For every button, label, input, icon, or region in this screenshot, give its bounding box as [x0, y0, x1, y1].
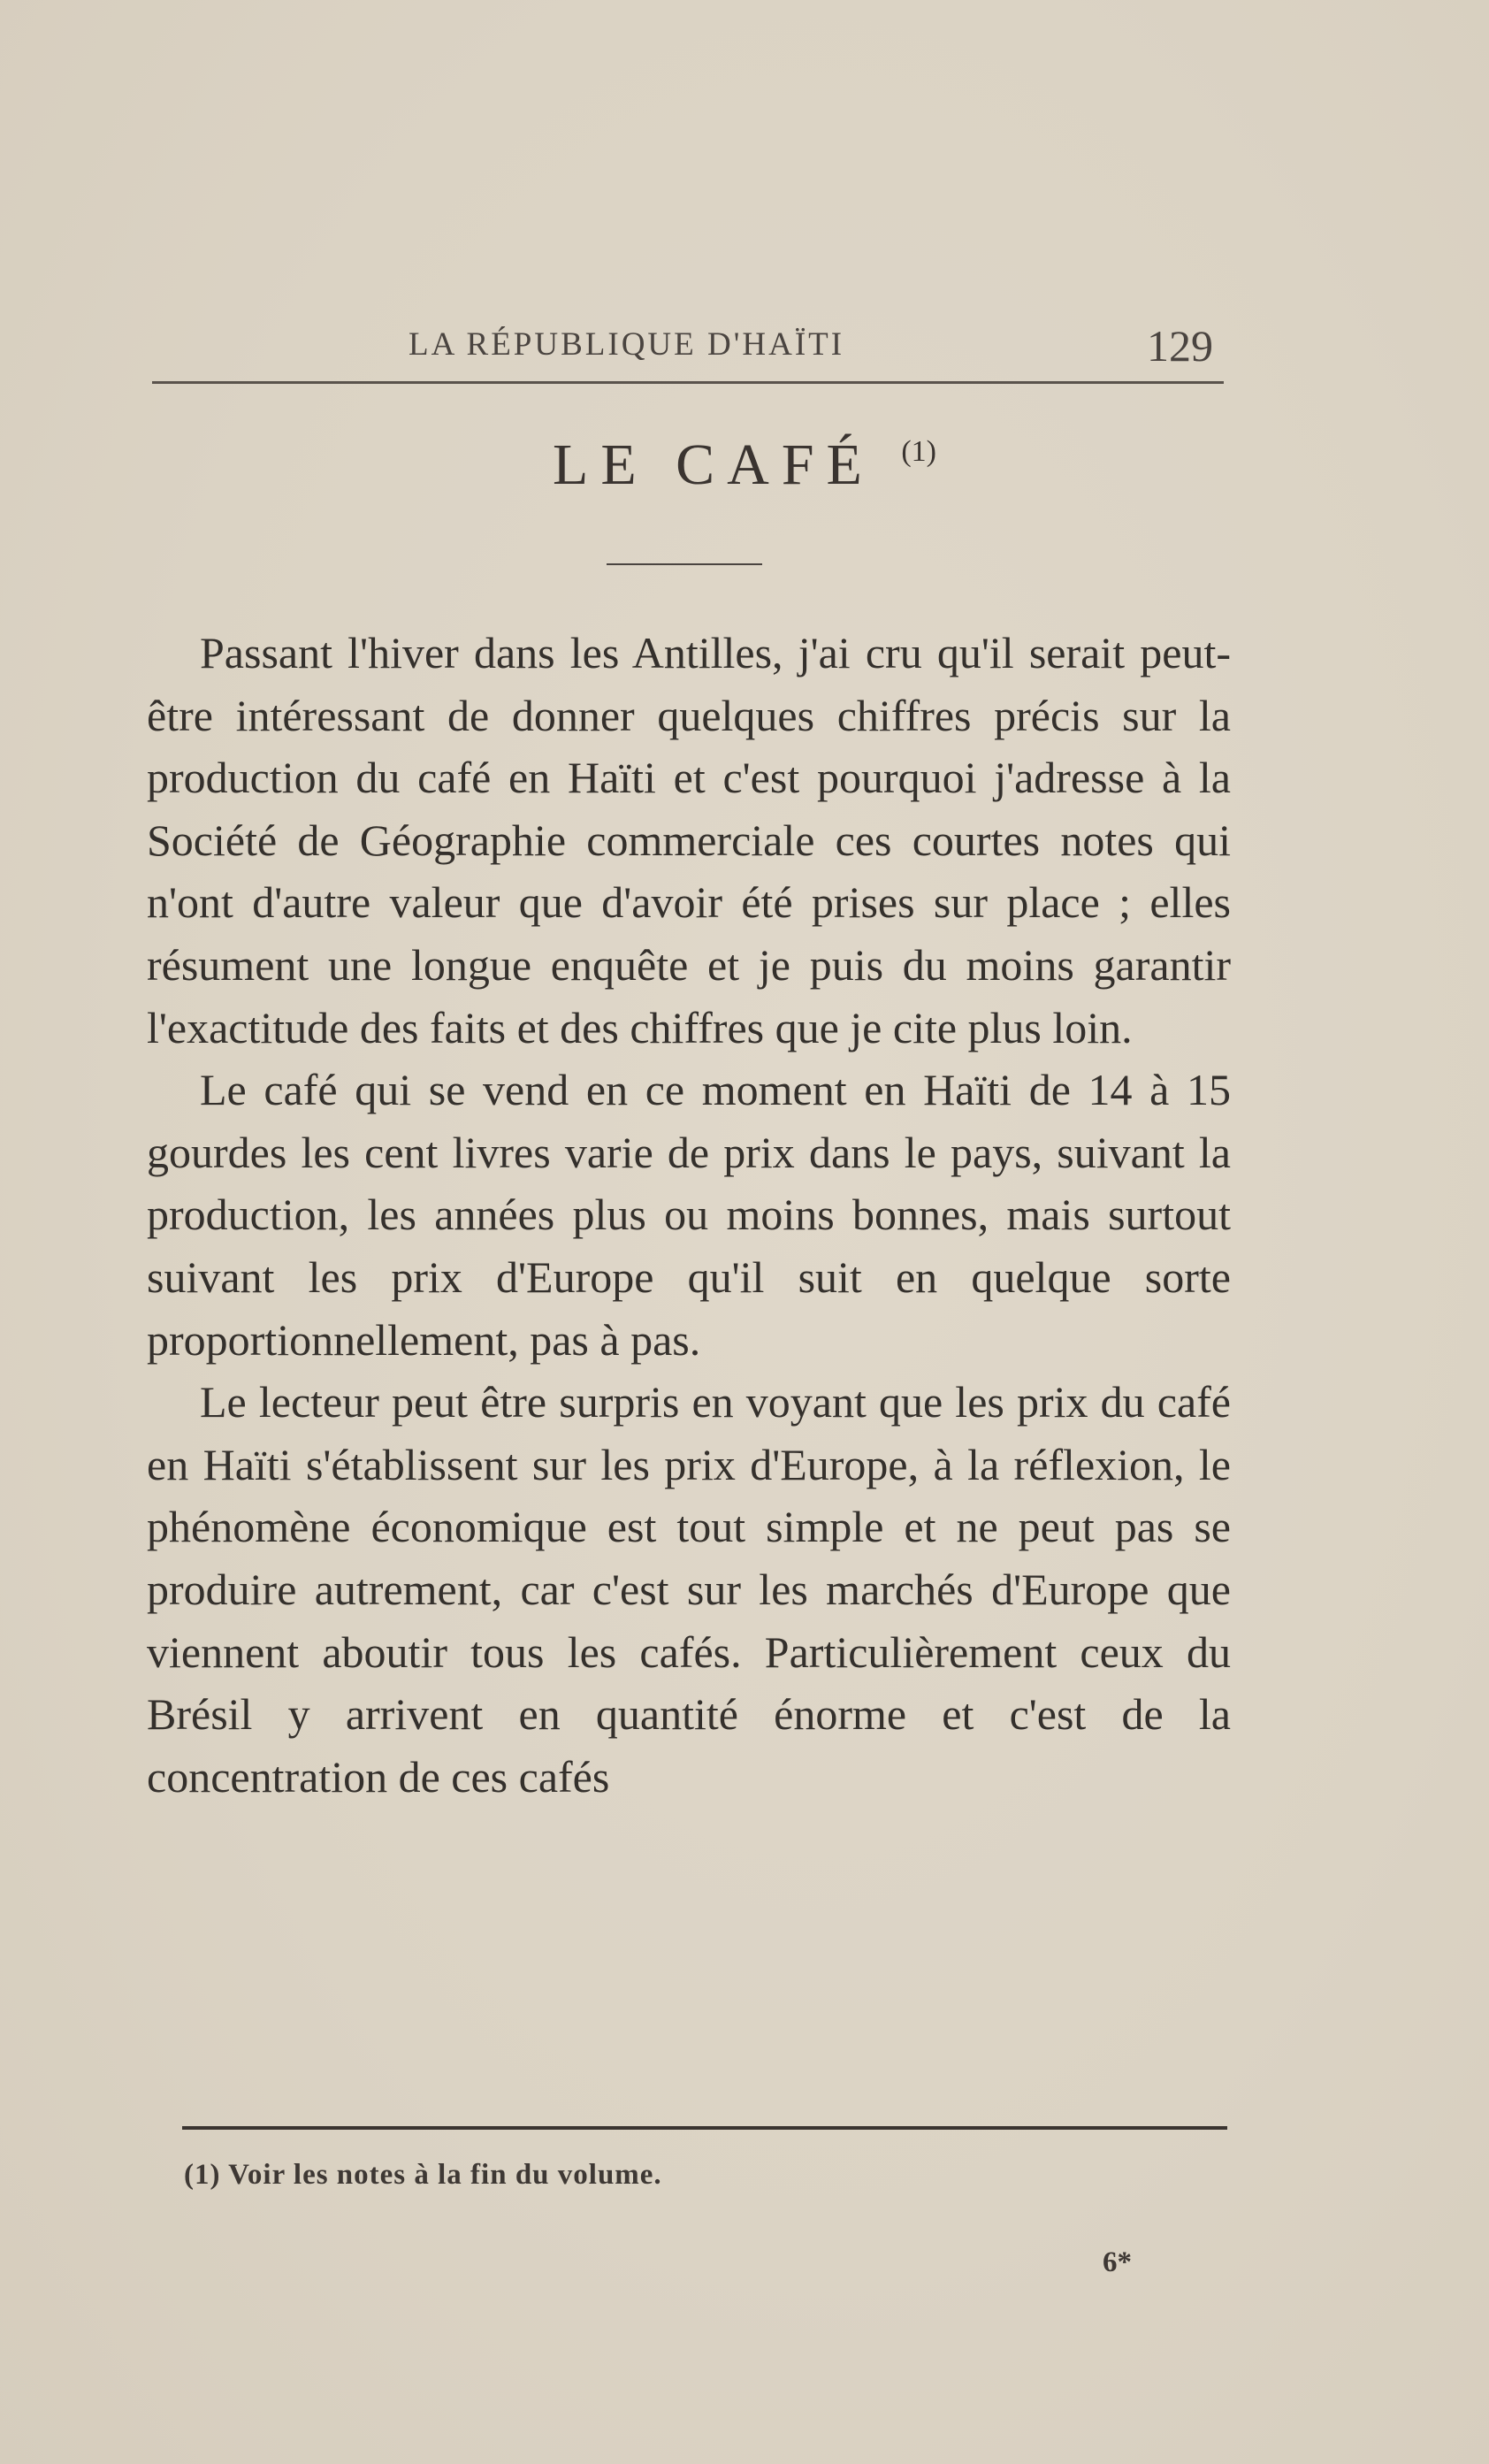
running-title: LA RÉPUBLIQUE D'HAÏTI	[409, 326, 845, 363]
signature-mark: 6*	[1103, 2246, 1132, 2278]
paragraph: Le café qui se vend en ce moment en Haïti de 14 à 15 gourdes les cent livres varie de prix dans le pays, suivant la production, les années plus ou moins bonnes, mais surtout suivant les prix d'Europe qu'il suit en quelque sorte proportionnellement, pas à pas.	[147, 1065, 1231, 1365]
footnote-reference: (1)	[901, 435, 936, 468]
running-header	[152, 321, 1224, 379]
header-rule	[152, 381, 1224, 384]
page-number: 129	[1147, 321, 1213, 371]
paragraph: Le lecteur peut être surpris en voyant que les prix du café en Haïti s'établissent sur les prix d'Europe, à la réflexion, le phénomène économique est tout simple et ne peut pas se produire autrement, car c'est sur les marchés d'Europe que viennent aboutir tous les cafés. Particulièrement ceux du Brésil y arrivent en quantité énorme et c'est de la concentration de ces cafés	[147, 1377, 1231, 1802]
footnote-rule	[182, 2126, 1227, 2130]
footnote: (1) Voir les notes à la fin du volume.	[184, 2159, 662, 2191]
body-text	[147, 622, 1231, 1808]
chapter-title-text: LE CAFÉ	[553, 432, 874, 497]
chapter-title	[0, 432, 1489, 499]
title-rule	[607, 563, 762, 565]
paragraph: Passant l'hiver dans les Antilles, j'ai cru qu'il serait peut-être intéressant de donner quelques chiffres précis sur la production du café en Haïti et c'est pourquoi j'adresse à la Société de Géographie commerciale ces courtes notes qui n'ont d'autre valeur que d'avoir été prises sur place ; elles résument une longue enquête et je puis du moins garantir l'exactitude des faits et des chiffres que je cite plus loin.	[147, 628, 1231, 1052]
